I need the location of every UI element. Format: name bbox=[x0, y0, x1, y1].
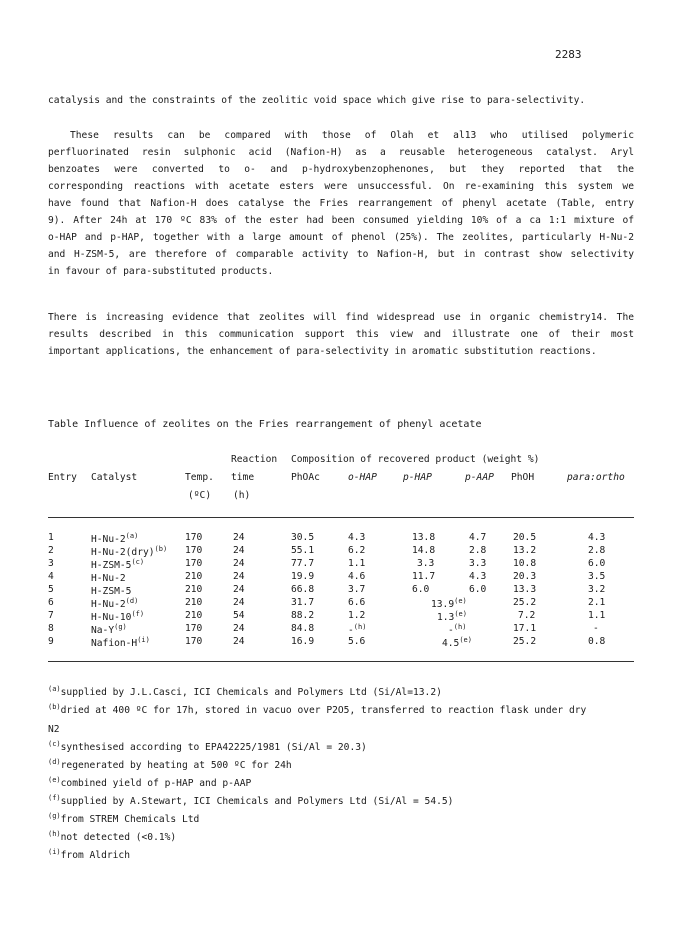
o-hap-cell: 1.1 bbox=[348, 558, 366, 569]
footnote-ref: (f) bbox=[131, 610, 145, 618]
phoh-cell: 13.3 bbox=[513, 584, 537, 595]
header-temp: Temp. bbox=[185, 472, 214, 483]
footnote-ref: (h) bbox=[353, 623, 367, 631]
catalyst-cell: H-Nu-2(dry)$^{(b)}$ bbox=[91, 545, 168, 559]
catalyst-cell: $Na-Y^{(g)}$ bbox=[91, 623, 127, 637]
combined-yield-cell: 4.5$^{(e)}$ bbox=[442, 636, 472, 650]
ratio-cell: 6.0 bbox=[588, 558, 606, 569]
table-row bbox=[48, 584, 634, 597]
catalyst-cell: H-Nu-2 bbox=[91, 573, 126, 585]
header-entry: Entry bbox=[48, 472, 77, 483]
ratio-cell: 4.3 bbox=[588, 532, 606, 543]
entry-cell: 7 bbox=[48, 610, 54, 621]
p-hap-cell: 11.7 bbox=[412, 571, 436, 582]
table-row bbox=[48, 623, 634, 636]
footnote-ref: (e) bbox=[454, 597, 467, 605]
table-row bbox=[48, 558, 634, 571]
ratio-cell: 2.1 bbox=[588, 597, 606, 608]
phoac-cell: 31.7 bbox=[291, 597, 315, 608]
phoac-cell: 16.9 bbox=[291, 636, 315, 647]
temp-cell: 170 bbox=[185, 623, 203, 634]
footnote: $^{(d)}$regenerated by heating at 500 ºC for 24h bbox=[48, 758, 292, 772]
paragraph-conclusion bbox=[48, 309, 634, 360]
footnote-ref: (g) bbox=[114, 623, 127, 631]
phoh-cell: 7.2 bbox=[518, 610, 536, 621]
table-bottom-rule bbox=[48, 661, 634, 662]
footnote: $^{(g)}$from STREM Chemicals Ltd bbox=[48, 812, 200, 826]
footnote: $^{(c)}$synthesised according to EPA42225/1981 (Si/Al = 20.3) bbox=[48, 740, 367, 754]
phoh-cell: 25.2 bbox=[513, 597, 537, 608]
phoh-cell: 20.3 bbox=[513, 571, 537, 582]
catalyst-cell: H-Nu-10$^{(f)}$ bbox=[91, 610, 145, 624]
catalyst-cell: H-ZSM-5 bbox=[91, 586, 132, 598]
paragraph-nafion-comparison bbox=[48, 127, 634, 280]
o-hap-cell: 4.3 bbox=[348, 532, 366, 543]
temp-cell: 210 bbox=[185, 597, 203, 608]
p-aap-cell: 4.7 bbox=[469, 532, 487, 543]
phoh-cell: 25.2 bbox=[513, 636, 537, 647]
p-aap-cell: 3.3 bbox=[469, 558, 487, 569]
catalyst-cell: Nafion-$H^{(i)}$ bbox=[91, 636, 150, 650]
entry-cell: 4 bbox=[48, 571, 54, 582]
time-cell: 24 bbox=[233, 558, 245, 569]
header-reaction: Reaction bbox=[231, 454, 278, 465]
o-hap-cell: 5.6 bbox=[348, 636, 366, 647]
catalyst-cell: H-Nu-2$^{(d)}$ bbox=[91, 597, 139, 611]
entry-cell: 6 bbox=[48, 597, 54, 608]
footnote-ref: (a) bbox=[125, 532, 139, 540]
table-row bbox=[48, 545, 634, 558]
header-catalyst: Catalyst bbox=[91, 472, 138, 483]
table-top-rule bbox=[48, 517, 634, 518]
header-para-ortho: para:ortho bbox=[567, 472, 625, 483]
footnote: $^{(f)}$supplied by A.Stewart, ICI Chemicals and Polymers Ltd (Si/Al = 54.5) bbox=[48, 794, 454, 808]
text-line: results described in this communication support this view and illustrate one of their most bbox=[48, 329, 634, 340]
combined-yield-cell: 13.9$^{(e)}$ bbox=[431, 597, 467, 611]
footnote-ref: (e) bbox=[454, 610, 467, 618]
table-row bbox=[48, 532, 634, 545]
p-hap-cell: 6.0 bbox=[412, 584, 430, 595]
ratio-cell: 2.8 bbox=[588, 545, 606, 556]
header-phoh: PhOH bbox=[511, 472, 535, 483]
phoac-cell: 30.5 bbox=[291, 532, 315, 543]
time-cell: 24 bbox=[233, 571, 245, 582]
p-hap-cell: 13.8 bbox=[412, 532, 436, 543]
combined-yield-cell: 1.3$^{(e)}$ bbox=[437, 610, 467, 624]
temp-cell: 170 bbox=[185, 545, 203, 556]
header-time: time bbox=[231, 472, 255, 483]
time-cell: 54 bbox=[233, 610, 245, 621]
text-line: These results can be compared with those of Olah et al13 who utilised polymeric bbox=[70, 130, 634, 141]
text-line: important applications, the enhancement of para-selectivity in aromatic substitution reactions. bbox=[48, 346, 597, 357]
text-line: have found that Nafion-H does catalyse the Fries rearrangement of phenyl acetate (Table, entry bbox=[48, 198, 634, 209]
text-line: perfluorinated resin sulphonic acid (Nafion-H) as a reusable heterogeneous catalyst. Aryl bbox=[48, 147, 634, 158]
temp-cell: 210 bbox=[185, 571, 203, 582]
catalyst-cell: H-ZSM-5$^{(c)}$ bbox=[91, 558, 145, 572]
p-aap-cell: 6.0 bbox=[469, 584, 487, 595]
text-line: There is increasing evidence that zeolites will find widespread use in organic chemistry14. The bbox=[48, 312, 634, 323]
footnote-ref: (h) bbox=[453, 623, 467, 631]
table-caption: Table Influence of zeolites on the Fries rearrangement of phenyl acetate bbox=[48, 419, 482, 430]
combined-yield-cell: -$^{(h)}$ bbox=[448, 623, 467, 637]
footnote: $^{(e)}$combined yield of p-HAP and p-AAP bbox=[48, 776, 252, 790]
table-row bbox=[48, 636, 634, 649]
footnote-ref: (c) bbox=[131, 558, 145, 566]
text-line: 9). After 24h at 170 ºC 83% of the ester had been consumed yielding 10% of a ca 1:1 mixture of bbox=[48, 215, 634, 226]
table-row bbox=[48, 610, 634, 623]
page-number: 2283 bbox=[555, 48, 582, 61]
phoh-cell: 20.5 bbox=[513, 532, 537, 543]
phoac-cell: 55.1 bbox=[291, 545, 315, 556]
entry-cell: 5 bbox=[48, 584, 54, 595]
time-cell: 24 bbox=[233, 584, 245, 595]
time-cell: 24 bbox=[233, 636, 245, 647]
ratio-cell: 3.2 bbox=[588, 584, 606, 595]
temp-cell: 170 bbox=[185, 532, 203, 543]
text-line: corresponding reactions with acetate esters were unsuccessful. On re-examining this system we bbox=[48, 181, 634, 192]
text-line: catalysis and the constraints of the zeolitic void space which give rise to para-selectivity. bbox=[48, 95, 586, 106]
time-cell: 24 bbox=[233, 545, 245, 556]
header-composition: Composition of recovered product (weight %) bbox=[291, 454, 540, 465]
text-line: benzoates were converted to o- and p-hydroxybenzophenones, but they reported that the bbox=[48, 164, 634, 175]
time-cell: 24 bbox=[233, 532, 245, 543]
text-line: and H-ZSM-5, are therefore of comparable activity to Nafion-H, but in contrast show selectivity bbox=[48, 249, 634, 260]
p-hap-cell: 14.8 bbox=[412, 545, 436, 556]
temp-cell: 210 bbox=[185, 584, 203, 595]
phoh-cell: 10.8 bbox=[513, 558, 537, 569]
p-hap-cell: 3.3 bbox=[417, 558, 435, 569]
o-hap-cell: 4.6 bbox=[348, 571, 366, 582]
paragraph-intro bbox=[48, 92, 634, 109]
phoac-cell: 19.9 bbox=[291, 571, 315, 582]
footnote-ref: (i) bbox=[137, 636, 150, 644]
phoac-cell: 84.8 bbox=[291, 623, 315, 634]
footnote: $^{(i)}$from Aldrich bbox=[48, 848, 130, 862]
phoac-cell: 66.8 bbox=[291, 584, 315, 595]
time-cell: 24 bbox=[233, 623, 245, 634]
phoh-cell: 13.2 bbox=[513, 545, 537, 556]
o-hap-cell: 1.2 bbox=[348, 610, 366, 621]
ratio-cell: 3.5 bbox=[588, 571, 606, 582]
catalyst-cell: H-Nu-2$^{(a)}$ bbox=[91, 532, 139, 546]
ratio-cell: 1.1 bbox=[588, 610, 606, 621]
p-aap-cell: 4.3 bbox=[469, 571, 487, 582]
header-p-aap: p-AAP bbox=[465, 472, 494, 483]
temp-cell: 170 bbox=[185, 636, 203, 647]
footnote-ref: (e) bbox=[459, 636, 472, 644]
table-row bbox=[48, 597, 634, 610]
header-time-unit: (h) bbox=[233, 490, 251, 501]
footnote-ref: (d) bbox=[125, 597, 139, 605]
entry-cell: 3 bbox=[48, 558, 54, 569]
header-o-hap: o-HAP bbox=[348, 472, 377, 483]
entry-cell: 8 bbox=[48, 623, 54, 634]
footnote-ref: (b) bbox=[154, 545, 168, 553]
footnote: N2 bbox=[48, 724, 60, 736]
entry-cell: 1 bbox=[48, 532, 54, 543]
header-phoac: PhOAc bbox=[291, 472, 320, 483]
phoac-cell: 88.2 bbox=[291, 610, 315, 621]
o-hap-cell: -$^{(h)}$ bbox=[348, 623, 367, 637]
text-line: o-HAP and p-HAP, together with a large amount of phenol (25%). The zeolites, particularly H-Nu-2 bbox=[48, 232, 634, 243]
text-line: in favour of para-substituted products. bbox=[48, 266, 274, 277]
p-aap-cell: 2.8 bbox=[469, 545, 487, 556]
o-hap-cell: 6.2 bbox=[348, 545, 366, 556]
temp-cell: 170 bbox=[185, 558, 203, 569]
time-cell: 24 bbox=[233, 597, 245, 608]
temp-cell: 210 bbox=[185, 610, 203, 621]
ratio-cell: 0.8 bbox=[588, 636, 606, 647]
header-temp-unit: (ºC) bbox=[188, 490, 212, 501]
entry-cell: 9 bbox=[48, 636, 54, 647]
table-row bbox=[48, 571, 634, 584]
footnote: $^{(h)}$not detected (<0.1%) bbox=[48, 830, 177, 844]
header-p-hap: p-HAP bbox=[403, 472, 432, 483]
entry-cell: 2 bbox=[48, 545, 54, 556]
footnote: $^{(b)}$dried at 400 ºC for 17h, stored in vacuo over P2O5, transferred to reaction flask under dry bbox=[48, 703, 587, 717]
o-hap-cell: 3.7 bbox=[348, 584, 366, 595]
ratio-cell: - bbox=[593, 623, 599, 634]
o-hap-cell: 6.6 bbox=[348, 597, 366, 608]
phoh-cell: 17.1 bbox=[513, 623, 537, 634]
phoac-cell: 77.7 bbox=[291, 558, 315, 569]
footnote: $^{(a)}$supplied by J.L.Casci, ICI Chemicals and Polymers Ltd (Si/Al=13.2) bbox=[48, 685, 442, 699]
